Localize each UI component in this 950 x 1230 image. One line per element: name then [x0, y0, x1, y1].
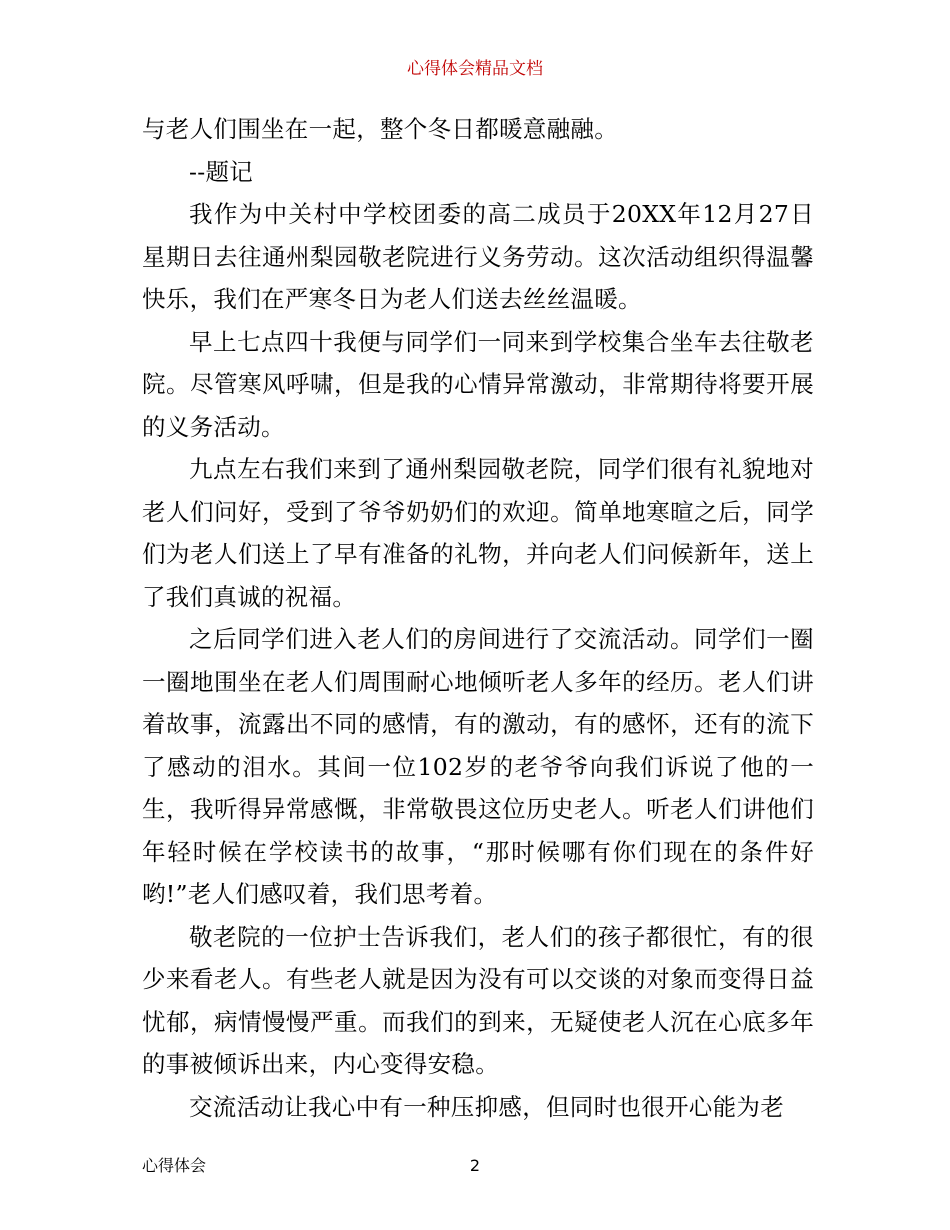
- paragraph-3: 我作为中关村中学校团委的高二成员于20XX年12月27日星期日去往通州梨园敬老院进行义务劳动。这次活动组织得温馨快乐，我们在严寒冬日为老人们送去丝丝温暖。: [142, 200, 814, 313]
- document-body: [142, 108, 814, 1128]
- paragraph-6: 之后同学们进入老人们的房间进行了交流活动。同学们一圈一圈地围坐在老人们周围耐心地倾听老人多年的经历。老人们讲着故事，流露出不同的感情，有的激动，有的感怀，还有的流下了感动的泪水。其间一位102岁的老爷爷向我们诉说了他的一生，我听得异常感慨，非常敬畏这位历史老人。听老人们讲他们年轻时候在学校读书的故事，“那时候哪有你们现在的条件好哟!”老人们感叹着，我们思考着。: [142, 625, 814, 908]
- paragraph-8: 交流活动让我心中有一种压抑感，但同时也很开心能为老: [189, 1092, 784, 1121]
- page-number: 2: [469, 1156, 481, 1175]
- paragraph-7: 敬老院的一位护士告诉我们，老人们的孩子都很忙，有的很少来看老人。有些老人就是因为没有可以交谈的对象而变得日益忧郁，病情慢慢严重。而我们的到来，无疑使老人沉在心底多年的事被倾诉出来，内心变得安稳。: [142, 922, 814, 1078]
- footer-label: 心得体会: [142, 1156, 207, 1175]
- paragraph-5: 九点左右我们来到了通州梨园敬老院，同学们很有礼貌地对老人们问好，受到了爷爷奶奶们的欢迎。简单地寒暄之后，同学们为老人们送上了早有准备的礼物，并向老人们问候新年，送上了我们真诚的祝福。: [142, 455, 814, 611]
- paragraph-1: 与老人们围坐在一起，整个冬日都暖意融融。: [142, 115, 618, 143]
- document-header-title: 心得体会精品文档: [407, 59, 543, 79]
- paragraph-2: --题记: [189, 157, 254, 186]
- paragraph-4: 早上七点四十我便与同学们一同来到学校集合坐车去往敬老院。尽管寒风呼啸，但是我的心情异常激动，非常期待将要开展的义务活动。: [142, 327, 814, 441]
